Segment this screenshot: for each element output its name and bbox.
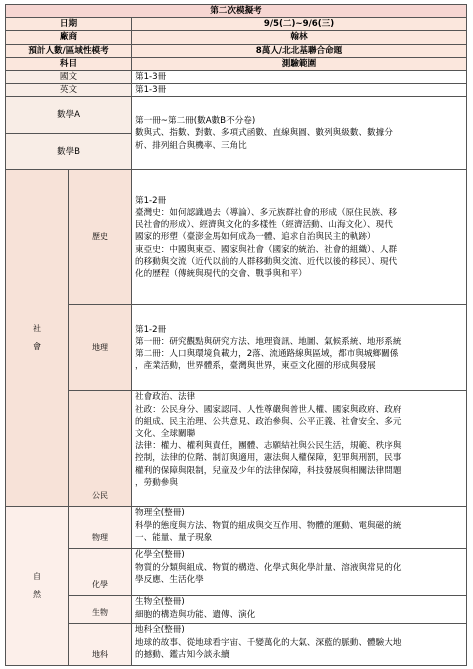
math-line: 第一冊~第二冊(數A數B不分卷) — [135, 116, 256, 127]
geography-line: ，產業活動，世界體系，臺灣與世界，東亞文化圈的形成與發展 — [135, 361, 376, 372]
civics-line: 文化、全球關聯 — [135, 429, 196, 440]
physics-line: 一、能量、量子現象 — [135, 532, 213, 543]
science-group-label — [6, 507, 69, 666]
biology-range — [132, 596, 467, 624]
history-line: 國家的形塑（臺澎金馬如何成為一體、追求自治與民主的軌跡） — [135, 232, 376, 243]
biology-line: 細胞的構造與功能、遺傳、演化 — [135, 609, 256, 620]
physics-range — [132, 507, 467, 549]
earth-science-label: 地科 — [69, 624, 132, 666]
civics-line: ，勞動參與 — [135, 477, 178, 488]
math-b-label: 數學B — [6, 134, 132, 170]
chemistry-line: 物質的分類與組成、物質的構造、化學式與化學計量、溶液與常見的化 — [135, 562, 402, 573]
count-value: 8萬人/北北基聯合命題 — [132, 44, 467, 57]
history-range — [132, 170, 467, 305]
subject-header: 科目 — [6, 57, 132, 70]
biology-line: 生物全(整冊) — [135, 597, 185, 608]
civics-line: 社政：公民身分、國家認同、人性尊嚴與普世人權、國家與政府、政府 — [135, 404, 402, 415]
social-group-label — [6, 170, 69, 507]
civics-line: 法律：權力、權利與責任，團體、志願結社與公民生活，規範、秩序與 — [135, 441, 402, 452]
history-line: 東亞史：中國與東亞、國家與社會（國家的統治、社會的組織）、人群 — [135, 244, 398, 255]
date-label: 日期 — [6, 18, 132, 31]
history-label: 歷史 — [69, 170, 132, 305]
civics-line: 的組成、民主治理、公共意見、政治參與、公平正義、社會安全、多元 — [135, 416, 402, 427]
geography-line: 第1-2冊 — [135, 324, 167, 335]
chemistry-line: 學反應、生活化學 — [135, 574, 204, 585]
civics-line: 社會政治、法律 — [135, 392, 196, 403]
earth-science-range — [132, 624, 467, 666]
chinese-range: 第1-3冊 — [132, 71, 467, 84]
physics-line: 物理全(整冊) — [135, 508, 185, 519]
science-group-char: 自 — [33, 572, 41, 582]
history-line: 化的歷程（傳統與現代的交會、戰爭與和平） — [135, 268, 307, 279]
chemistry-line: 化學全(整冊) — [135, 550, 185, 561]
earth-science-line: 的撼動、鑑古知今談永續 — [135, 649, 230, 660]
history-line: 的移動與交流（近代以前的人群移動與交流、近代以後的移民）、現代 — [135, 256, 398, 267]
math-range — [132, 97, 467, 170]
earth-science-line: 地科全(整冊) — [135, 625, 185, 636]
math-a-label: 數學A — [6, 97, 132, 134]
count-label: 預計人數/區域性模考 — [6, 44, 132, 57]
earth-science-line: 地球的故事、從地球看宇宙、千變萬化的大氣、深藍的脈動、體驗大地 — [135, 637, 402, 648]
table-title: 第二次模擬考 — [6, 5, 467, 18]
civics-line: 權利的保障與限制，兒童及少年的法律保障，科技發展與相關法律問題 — [135, 465, 402, 476]
publisher-value: 翰林 — [132, 31, 467, 44]
english-range: 第1-3冊 — [132, 84, 467, 97]
geography-line: 第一冊：研究觀點與研究方法、地理資訊、地圖、氣候系統、地形系統 — [135, 336, 402, 347]
history-line: 民社會的形成）、經濟與文化的多樣性（經濟活動、山海文化）、現代 — [135, 220, 393, 231]
civics-label: 公民 — [69, 391, 132, 507]
chemistry-range — [132, 549, 467, 596]
biology-label: 生物 — [69, 596, 132, 624]
geography-line: 第二冊：人口與環境負載力，2落、流通路線與區域，都市與城鄉關係 — [135, 348, 399, 359]
math-line: 析、排列組合與機率、三角比 — [135, 140, 247, 151]
civics-range — [132, 391, 467, 507]
physics-label: 物理 — [69, 507, 132, 549]
history-line: 臺灣史：如何認識過去（導論）、多元族群社會的形成（原住民族、移 — [135, 207, 398, 218]
english-label: 英文 — [6, 84, 132, 97]
math-line: 數與式、指數、對數、多項式函數、直線與圓、數列與級數、數據分 — [135, 128, 393, 139]
science-group-char: 然 — [33, 590, 41, 600]
range-header: 測驗範圍 — [132, 57, 467, 70]
history-line: 第1-2冊 — [135, 195, 167, 206]
publisher-label: 廠商 — [6, 31, 132, 44]
civics-line: 控制，法律的位階、制訂與適用，憲法與人權保障，犯罪與刑罰，民事 — [135, 453, 402, 464]
social-group-char: 會 — [33, 342, 41, 352]
geography-label: 地理 — [69, 305, 132, 391]
physics-line: 科學的態度與方法、物質的組成與交互作用、物體的運動、電與磁的統 — [135, 520, 402, 531]
social-group-char: 社 — [33, 324, 41, 334]
chinese-label: 國文 — [6, 71, 132, 84]
exam-schedule-table — [5, 4, 467, 666]
geography-range — [132, 305, 467, 391]
chemistry-label: 化學 — [69, 549, 132, 596]
date-value: 9/5(二)~9/6(三) — [132, 18, 467, 31]
